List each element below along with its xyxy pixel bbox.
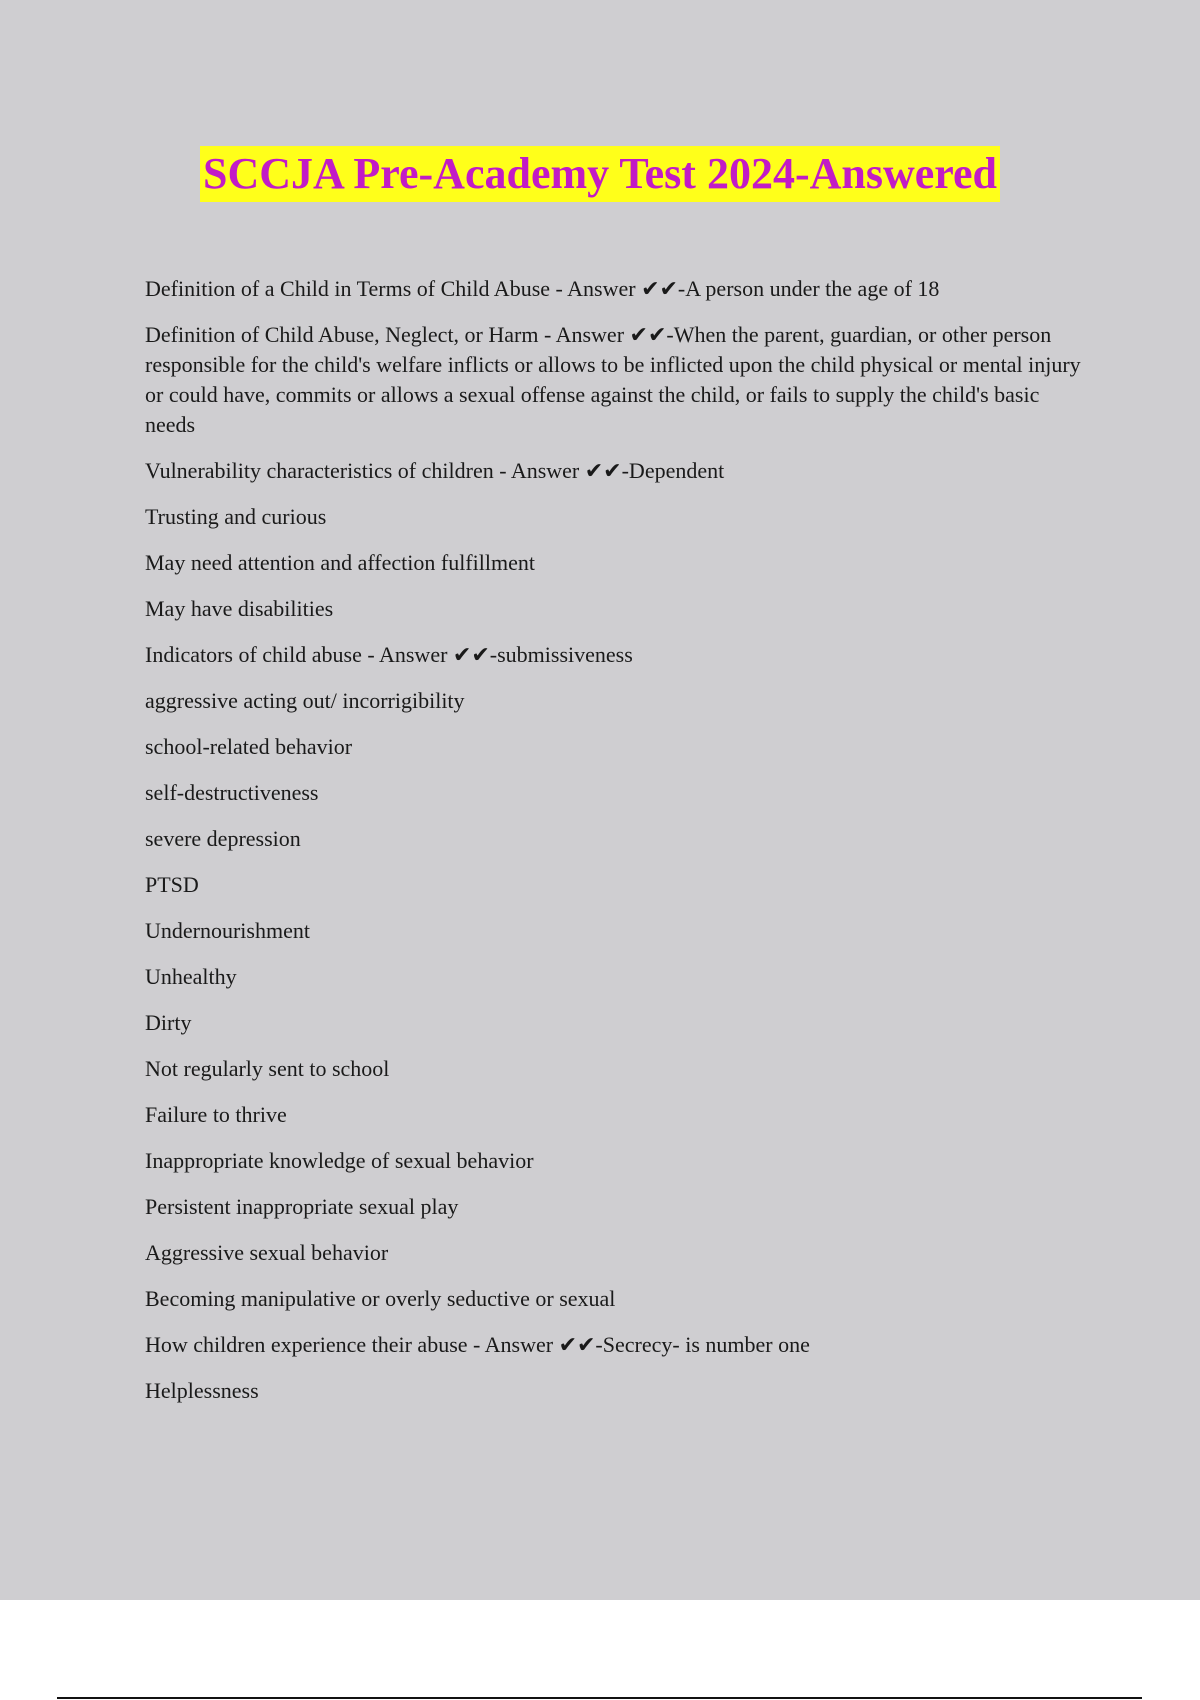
text-line: Unhealthy (145, 964, 237, 989)
content-block (145, 274, 1090, 1422)
text-line: self-destructiveness (145, 780, 319, 805)
text-line: May need attention and affection fulfillment (145, 550, 535, 575)
text-line: Becoming manipulative or overly seductive or sexual (145, 1286, 616, 1311)
text-line: Persistent inappropriate sexual play (145, 1194, 459, 1219)
text-line: severe depression (145, 826, 301, 851)
text-line: Vulnerability characteristics of children - Answer ✔✔-Dependent (145, 458, 725, 483)
text-line: How children experience their abuse - Answer ✔✔-Secrecy- is number one (145, 1332, 810, 1357)
text-line: Undernourishment (145, 918, 310, 943)
text-line: Dirty (145, 1010, 192, 1035)
text-line: Not regularly sent to school (145, 1056, 390, 1081)
text-line: Definition of a Child in Terms of Child Abuse - Answer ✔✔-A person under the age of 18 (145, 276, 940, 301)
page-bottom-margin (0, 1600, 1200, 1700)
text-line: school-related behavior (145, 734, 353, 759)
text-line: Failure to thrive (145, 1102, 287, 1127)
text-line: Aggressive sexual behavior (145, 1240, 389, 1265)
document-title: SCCJA Pre-Academy Test 2024-Answered (200, 146, 1000, 202)
footer-divider (57, 1697, 1142, 1699)
text-line: Indicators of child abuse - Answer ✔✔-submissiveness (145, 642, 633, 667)
title-container (0, 146, 1200, 202)
text-line: Helplessness (145, 1378, 259, 1403)
text-line: May have disabilities (145, 596, 334, 621)
text-line: Trusting and curious (145, 504, 327, 529)
text-line: Definition of Child Abuse, Neglect, or Harm - Answer ✔✔-When the parent, guardian, or other person responsible for the child's welfare inflicts or allows to be inflicted upon the child physical or mental injury or could have, commits or allows a sexual offense against the child, or fails to supply the child's basic needs (145, 322, 1081, 437)
text-line: PTSD (145, 872, 199, 897)
text-line: aggressive acting out/ incorrigibility (145, 688, 465, 713)
text-line: Inappropriate knowledge of sexual behavior (145, 1148, 534, 1173)
